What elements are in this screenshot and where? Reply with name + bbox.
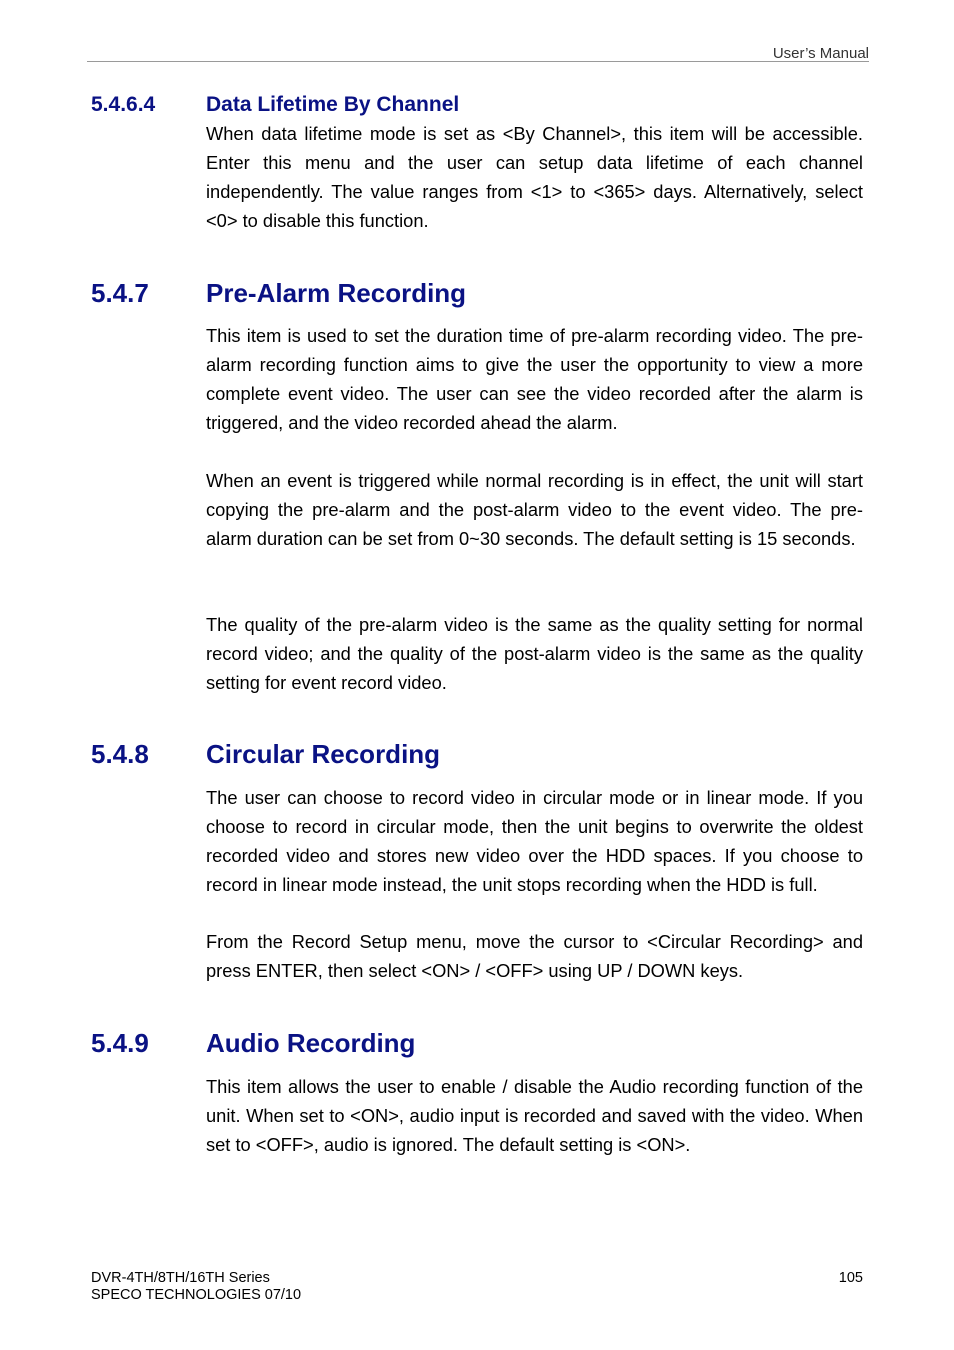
section-number: 5.4.8 <box>91 739 149 769</box>
section-title: Circular Recording <box>206 739 441 769</box>
section-number: 5.4.7 <box>91 278 149 308</box>
header-title: User’s Manual <box>772 45 869 62</box>
section-title: Data Lifetime By Channel <box>206 93 460 116</box>
section-number: 5.4.6.4 <box>91 93 156 116</box>
footer-info <box>91 1270 301 1304</box>
section-number: 5.4.9 <box>91 1028 149 1058</box>
section-title: Pre-Alarm Recording <box>206 278 467 308</box>
paragraph: This item is used to set the duration time of pre-alarm recording video. The pre-alarm recording function aims to give the user the opportunity to view a more complete event video. The user can see the video recorded after the alarm is triggered, and the video recorded ahead the alarm. <box>206 325 863 433</box>
paragraph: From the Record Setup menu, move the cursor to <Circular Recording> and press ENTER, then select <ON> / <OFF> using UP / DOWN keys. <box>206 931 863 981</box>
header-divider <box>87 61 869 62</box>
paragraph: This item allows the user to enable / disable the Audio recording function of the unit. When set to <ON>, audio input is recorded and saved with the video. When set to <OFF>, audio is ignored. The default setting is <ON>. <box>206 1076 863 1155</box>
footer-series: DVR-4TH/8TH/16TH Series <box>91 1270 270 1286</box>
paragraph: When an event is triggered while normal recording is in effect, the unit will start copying the pre-alarm and the post-alarm video to the event video. The pre-alarm duration can be set from 0~30 seconds. The default setting is 15 seconds. <box>206 470 863 549</box>
section-title: Audio Recording <box>206 1028 416 1058</box>
paragraph: When data lifetime mode is set as <By Channel>, this item will be accessible. Enter this menu and the user can setup data lifetime of each channel independently. The value ranges from <1> to <365> days. Alternatively, select <0> to disable this function. <box>206 123 863 231</box>
footer-company: SPECO TECHNOLOGIES 07/10 <box>91 1287 302 1303</box>
page-number: 105 <box>838 1270 863 1286</box>
paragraph: The user can choose to record video in circular mode or in linear mode. If you choose to record in circular mode, then the unit begins to overwrite the oldest recorded video and stores new video over the HDD spaces. If you choose to record in linear mode instead, the unit stops recording when the HDD is full. <box>206 787 863 895</box>
paragraph: The quality of the pre-alarm video is the same as the quality setting for normal record video; and the quality of the post-alarm video is the same as the quality setting for event record video. <box>206 614 863 693</box>
